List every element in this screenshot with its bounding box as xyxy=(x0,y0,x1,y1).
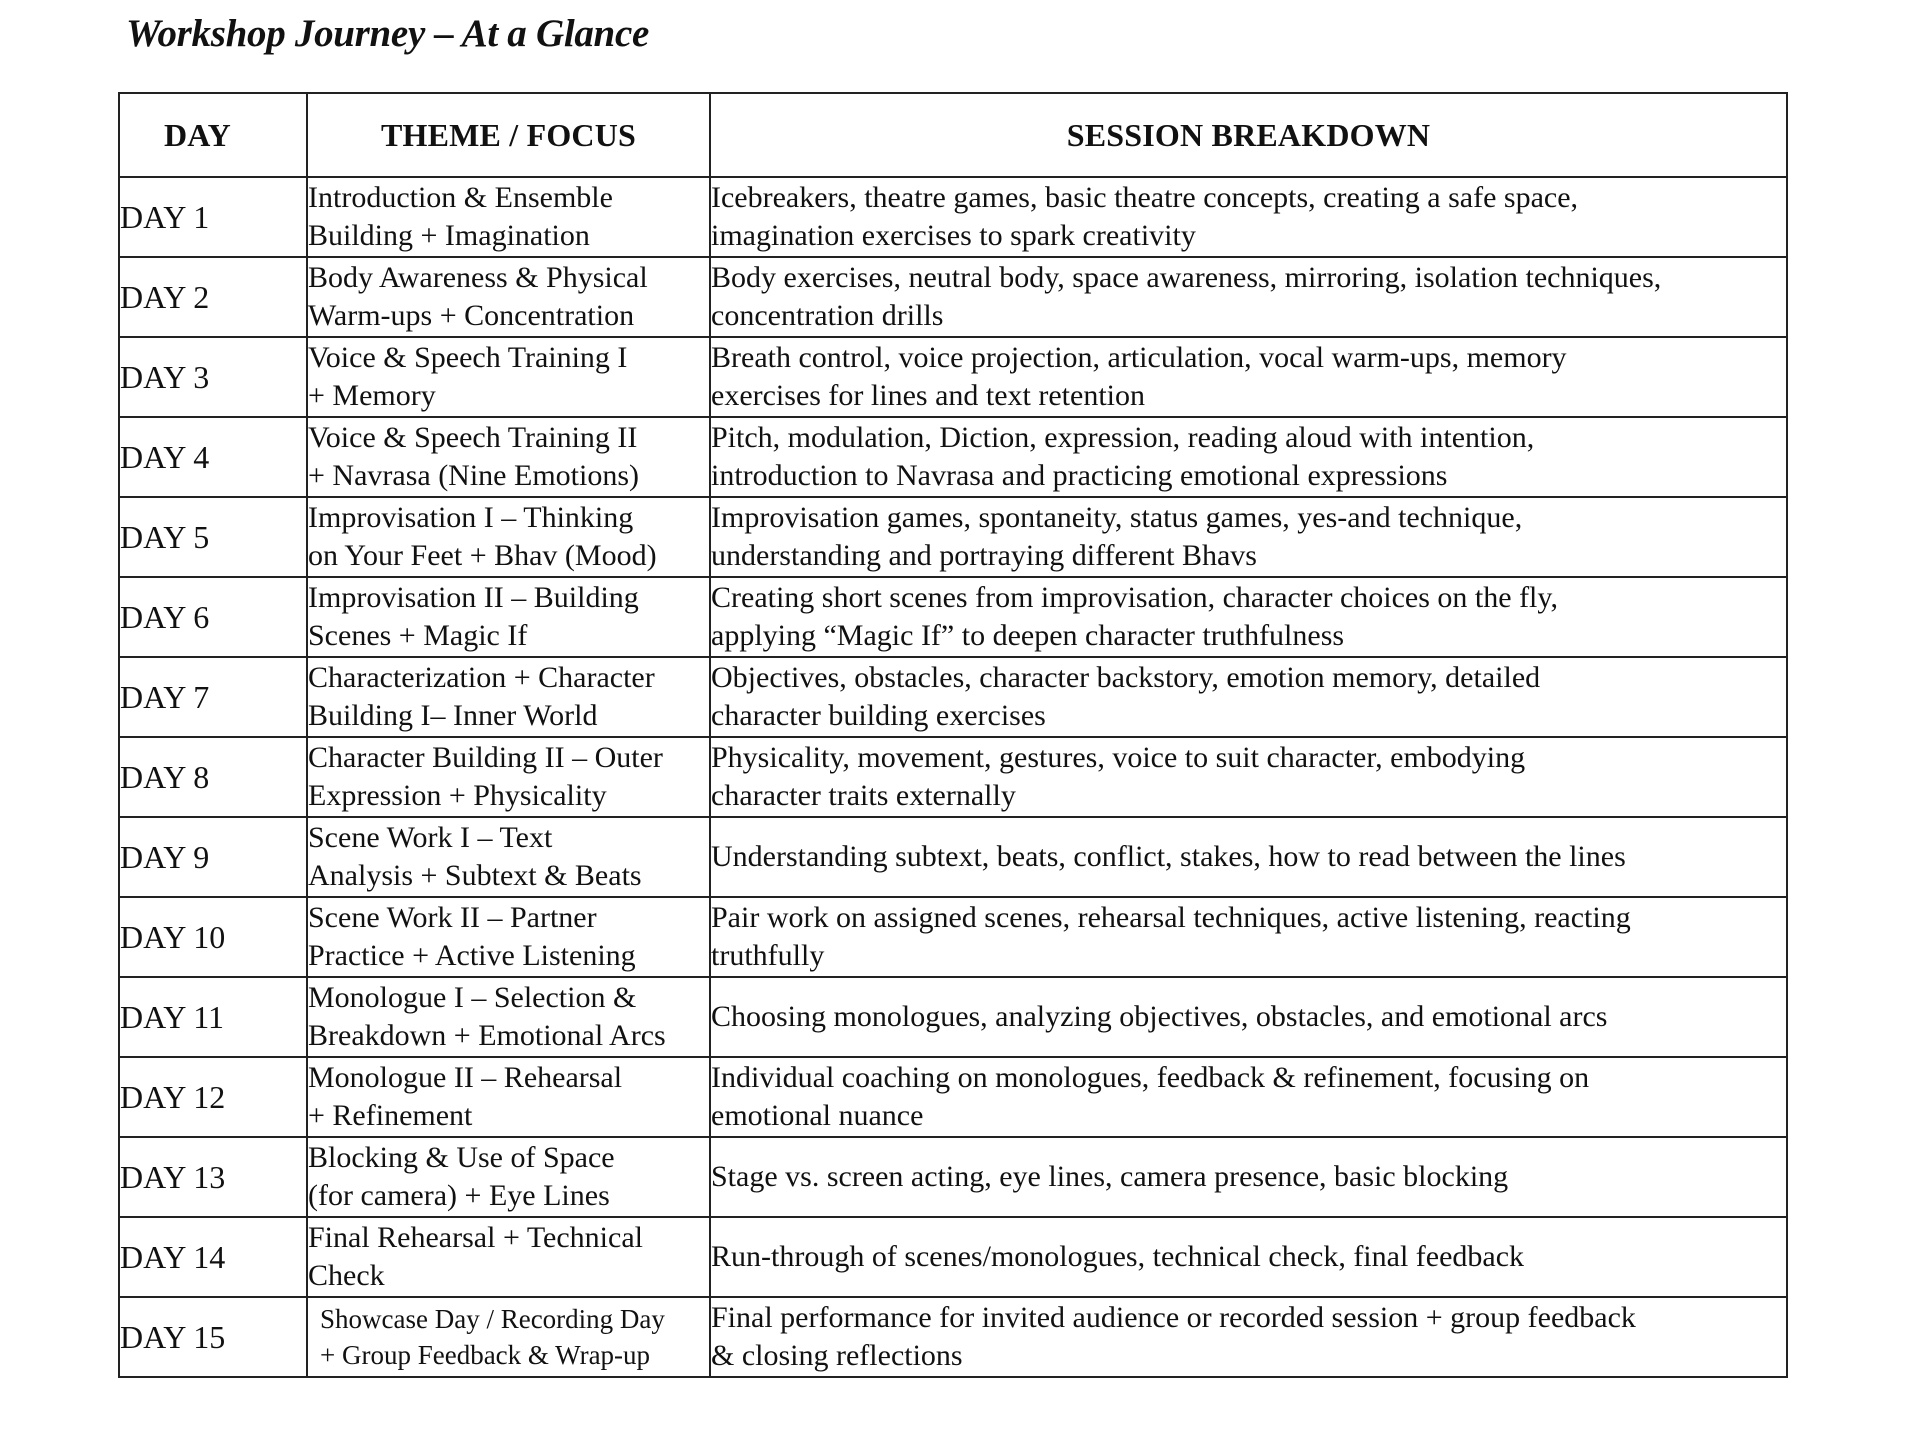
session-cell xyxy=(710,1057,1787,1137)
theme-line: Final Rehearsal + Technical xyxy=(308,1221,643,1254)
theme-line: Warm-ups + Concentration xyxy=(308,299,635,332)
theme-line: + Refinement xyxy=(308,1099,473,1132)
session-line: Final performance for invited audience or recorded session + group feedback xyxy=(711,1301,1636,1334)
session-line: emotional nuance xyxy=(711,1099,924,1132)
theme-line: Blocking & Use of Space xyxy=(308,1141,615,1174)
theme-line: (for camera) + Eye Lines xyxy=(308,1179,610,1212)
theme-cell xyxy=(307,417,710,497)
theme-cell xyxy=(307,897,710,977)
theme-line: Body Awareness & Physical xyxy=(308,261,648,294)
day-cell: DAY 13 xyxy=(119,1137,307,1217)
session-cell xyxy=(710,577,1787,657)
day-cell: DAY 4 xyxy=(119,417,307,497)
theme-line: Building + Imagination xyxy=(308,219,590,252)
table-row xyxy=(119,417,1787,497)
theme-cell xyxy=(307,257,710,337)
table-body xyxy=(119,177,1787,1377)
theme-cell xyxy=(307,1057,710,1137)
column-header-day: DAY xyxy=(119,93,307,177)
theme-cell xyxy=(307,977,710,1057)
day-cell: DAY 7 xyxy=(119,657,307,737)
day-cell: DAY 12 xyxy=(119,1057,307,1137)
theme-line: Monologue I – Selection & xyxy=(308,981,637,1014)
table-row xyxy=(119,497,1787,577)
theme-cell xyxy=(307,1217,710,1297)
session-line: Body exercises, neutral body, space awareness, mirroring, isolation techniques, xyxy=(711,261,1662,294)
table-row xyxy=(119,1217,1787,1297)
session-cell xyxy=(710,417,1787,497)
theme-cell xyxy=(307,577,710,657)
session-cell xyxy=(710,1217,1787,1297)
session-line: Understanding subtext, beats, conflict, stakes, how to read between the lines xyxy=(711,840,1626,873)
day-cell: DAY 5 xyxy=(119,497,307,577)
theme-cell xyxy=(307,817,710,897)
day-cell: DAY 8 xyxy=(119,737,307,817)
session-line: Physicality, movement, gestures, voice to suit character, embodying xyxy=(711,741,1526,774)
session-line: character building exercises xyxy=(711,699,1046,732)
session-cell xyxy=(710,977,1787,1057)
session-cell xyxy=(710,897,1787,977)
theme-line: Characterization + Character xyxy=(308,661,655,694)
theme-line: Showcase Day / Recording Day xyxy=(320,1304,665,1334)
session-line: understanding and portraying different Bhavs xyxy=(711,539,1257,572)
session-line: Individual coaching on monologues, feedback & refinement, focusing on xyxy=(711,1061,1590,1094)
session-line: applying “Magic If” to deepen character truthfulness xyxy=(711,619,1345,652)
theme-line: + Navrasa (Nine Emotions) xyxy=(308,459,639,492)
day-cell: DAY 10 xyxy=(119,897,307,977)
theme-line: Analysis + Subtext & Beats xyxy=(308,859,642,892)
table-row xyxy=(119,1297,1787,1377)
theme-line: Improvisation II – Building xyxy=(308,581,639,614)
table-row xyxy=(119,257,1787,337)
table-row xyxy=(119,897,1787,977)
day-cell: DAY 9 xyxy=(119,817,307,897)
theme-line: Practice + Active Listening xyxy=(308,939,636,972)
day-cell: DAY 1 xyxy=(119,177,307,257)
session-line: Icebreakers, theatre games, basic theatre concepts, creating a safe space, xyxy=(711,181,1579,214)
session-line: Improvisation games, spontaneity, status games, yes-and technique, xyxy=(711,501,1523,534)
theme-line: Scenes + Magic If xyxy=(308,619,528,652)
session-line: Pitch, modulation, Diction, expression, reading aloud with intention, xyxy=(711,421,1535,454)
session-cell xyxy=(710,497,1787,577)
day-cell: DAY 14 xyxy=(119,1217,307,1297)
theme-cell xyxy=(307,737,710,817)
session-cell xyxy=(710,1137,1787,1217)
theme-line: Introduction & Ensemble xyxy=(308,181,613,214)
column-header-session: SESSION BREAKDOWN xyxy=(710,93,1787,177)
document-title: Workshop Journey – At a Glance xyxy=(126,12,649,55)
day-cell: DAY 2 xyxy=(119,257,307,337)
day-cell: DAY 11 xyxy=(119,977,307,1057)
session-line: introduction to Navrasa and practicing emotional expressions xyxy=(711,459,1448,492)
session-line: Choosing monologues, analyzing objectives, obstacles, and emotional arcs xyxy=(711,1000,1608,1033)
session-line: concentration drills xyxy=(711,299,944,332)
table-row xyxy=(119,977,1787,1057)
session-line: Stage vs. screen acting, eye lines, camera presence, basic blocking xyxy=(711,1160,1509,1193)
theme-line: Expression + Physicality xyxy=(308,779,607,812)
session-cell xyxy=(710,817,1787,897)
session-line: Pair work on assigned scenes, rehearsal techniques, active listening, reacting xyxy=(711,901,1631,934)
day-cell: DAY 3 xyxy=(119,337,307,417)
theme-line: Scene Work I – Text xyxy=(308,821,553,854)
day-cell: DAY 15 xyxy=(119,1297,307,1377)
theme-line: Voice & Speech Training II xyxy=(308,421,638,454)
theme-cell xyxy=(307,657,710,737)
table-row xyxy=(119,737,1787,817)
table-row xyxy=(119,337,1787,417)
theme-line: Breakdown + Emotional Arcs xyxy=(308,1019,666,1052)
session-line: Creating short scenes from improvisation, character choices on the fly, xyxy=(711,581,1558,614)
day-cell: DAY 6 xyxy=(119,577,307,657)
session-line: Objectives, obstacles, character backstory, emotion memory, detailed xyxy=(711,661,1541,694)
session-cell xyxy=(710,1297,1787,1377)
theme-line: on Your Feet + Bhav (Mood) xyxy=(308,539,657,572)
table-row xyxy=(119,1137,1787,1217)
table-row xyxy=(119,577,1787,657)
theme-cell xyxy=(307,177,710,257)
theme-line: Scene Work II – Partner xyxy=(308,901,597,934)
session-cell xyxy=(710,737,1787,817)
theme-line: Check xyxy=(308,1259,385,1292)
session-line: Breath control, voice projection, articulation, vocal warm-ups, memory xyxy=(711,341,1567,374)
theme-line: Character Building II – Outer xyxy=(308,741,663,774)
session-line: & closing reflections xyxy=(711,1339,963,1372)
session-line: exercises for lines and text retention xyxy=(711,379,1146,412)
theme-line: Voice & Speech Training I xyxy=(308,341,628,374)
workshop-schedule-table xyxy=(118,92,1788,1378)
theme-line: Monologue II – Rehearsal xyxy=(308,1061,623,1094)
table-row xyxy=(119,1057,1787,1137)
theme-cell xyxy=(307,497,710,577)
theme-line: Improvisation I – Thinking xyxy=(308,501,634,534)
table-header-row xyxy=(119,93,1787,177)
table-row xyxy=(119,177,1787,257)
theme-cell xyxy=(307,1137,710,1217)
session-cell xyxy=(710,657,1787,737)
session-line: character traits externally xyxy=(711,779,1016,812)
theme-line: Building I– Inner World xyxy=(308,699,598,732)
table-row xyxy=(119,817,1787,897)
theme-line: + Memory xyxy=(308,379,436,412)
theme-line: + Group Feedback & Wrap-up xyxy=(320,1340,651,1370)
session-line: imagination exercises to spark creativity xyxy=(711,219,1196,252)
column-header-theme: THEME / FOCUS xyxy=(307,93,710,177)
session-cell xyxy=(710,177,1787,257)
theme-cell xyxy=(307,337,710,417)
theme-cell xyxy=(307,1297,710,1377)
table-row xyxy=(119,657,1787,737)
session-cell xyxy=(710,257,1787,337)
session-cell xyxy=(710,337,1787,417)
session-line: Run-through of scenes/monologues, technical check, final feedback xyxy=(711,1240,1525,1273)
session-line: truthfully xyxy=(711,939,825,972)
